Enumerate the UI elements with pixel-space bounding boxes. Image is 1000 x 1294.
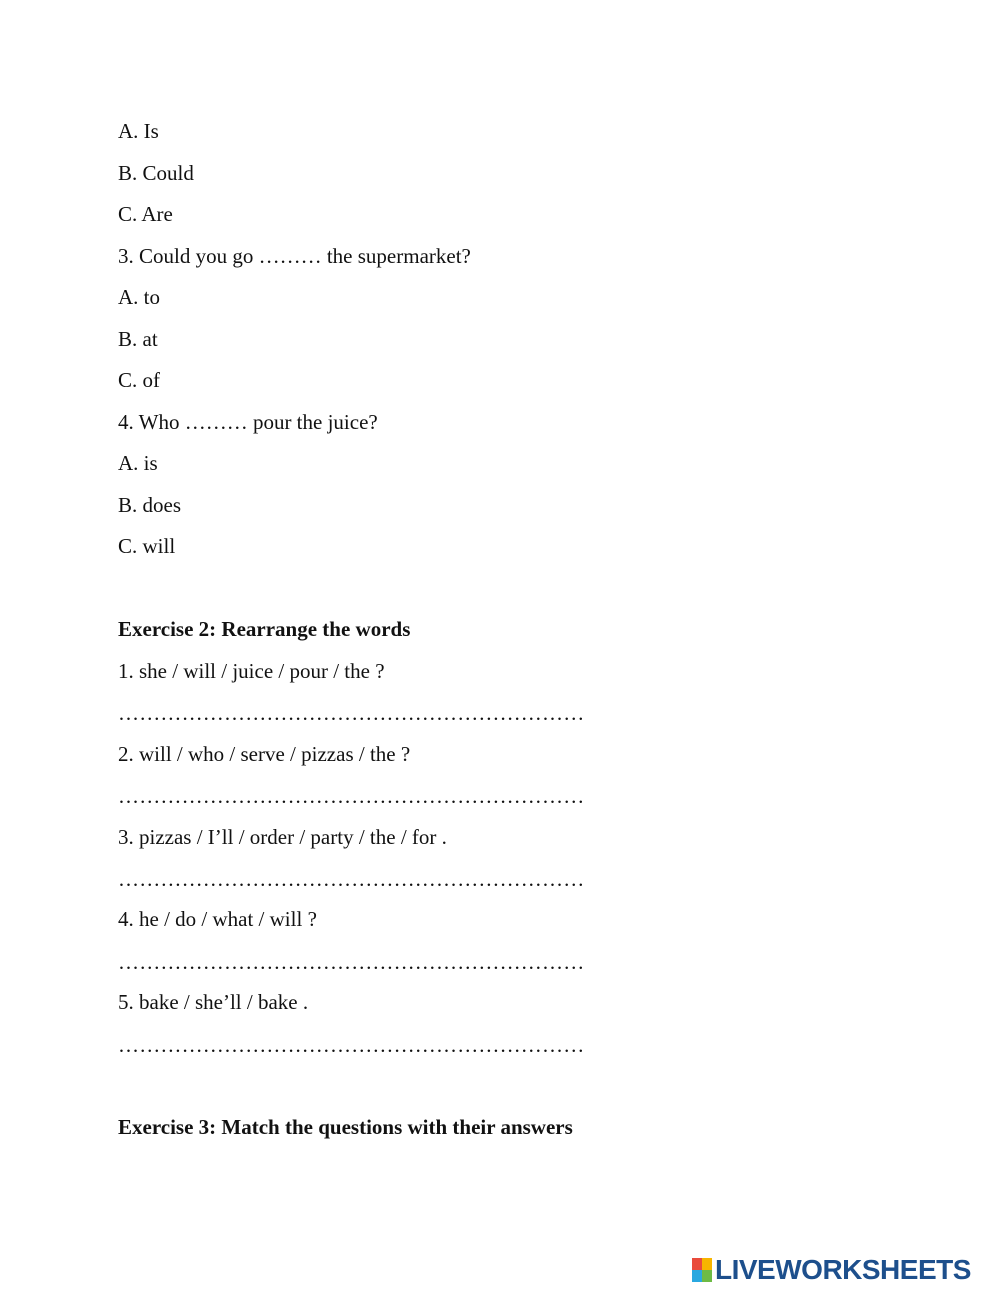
rearrange-item-4: 4. he / do / what / will ?	[118, 907, 317, 931]
option-b-at: B. at	[118, 327, 158, 351]
question-4: 4. Who ……… pour the juice?	[118, 410, 378, 434]
rearrange-item-3: 3. pizzas / I’ll / order / party / the / for .	[118, 825, 447, 849]
exercise-2-heading: Exercise 2: Rearrange the words	[118, 617, 411, 641]
answer-line-5[interactable]: …………………………………………………………	[118, 1033, 585, 1057]
option-c-of: C. of	[118, 368, 160, 392]
option-a-is: A. Is	[118, 119, 159, 143]
option-c-are: C. Are	[118, 202, 173, 226]
answer-line-3[interactable]: …………………………………………………………	[118, 867, 585, 891]
option-a-is-2: A. is	[118, 451, 158, 475]
rearrange-item-5: 5. bake / she’ll / bake .	[118, 990, 309, 1014]
option-a-to: A. to	[118, 285, 160, 309]
liveworksheets-logo	[692, 1255, 971, 1285]
option-b-could: B. Could	[118, 161, 194, 185]
option-c-will: C. will	[118, 534, 176, 558]
logo-text: LIVEWORKSHEETS	[715, 1254, 971, 1285]
answer-line-4[interactable]: …………………………………………………………	[118, 950, 585, 974]
option-b-does: B. does	[118, 493, 181, 517]
question-3: 3. Could you go ……… the supermarket?	[118, 244, 471, 268]
exercise-3-heading: Exercise 3: Match the questions with their answers	[118, 1115, 573, 1139]
rearrange-item-2: 2. will / who / serve / pizzas / the ?	[118, 742, 411, 766]
liveworksheets-logo-icon	[692, 1258, 712, 1282]
rearrange-item-1: 1. she / will / juice / pour / the ?	[118, 659, 385, 683]
answer-line-2[interactable]: …………………………………………………………	[118, 784, 585, 808]
answer-line-1[interactable]: …………………………………………………………	[118, 701, 585, 725]
